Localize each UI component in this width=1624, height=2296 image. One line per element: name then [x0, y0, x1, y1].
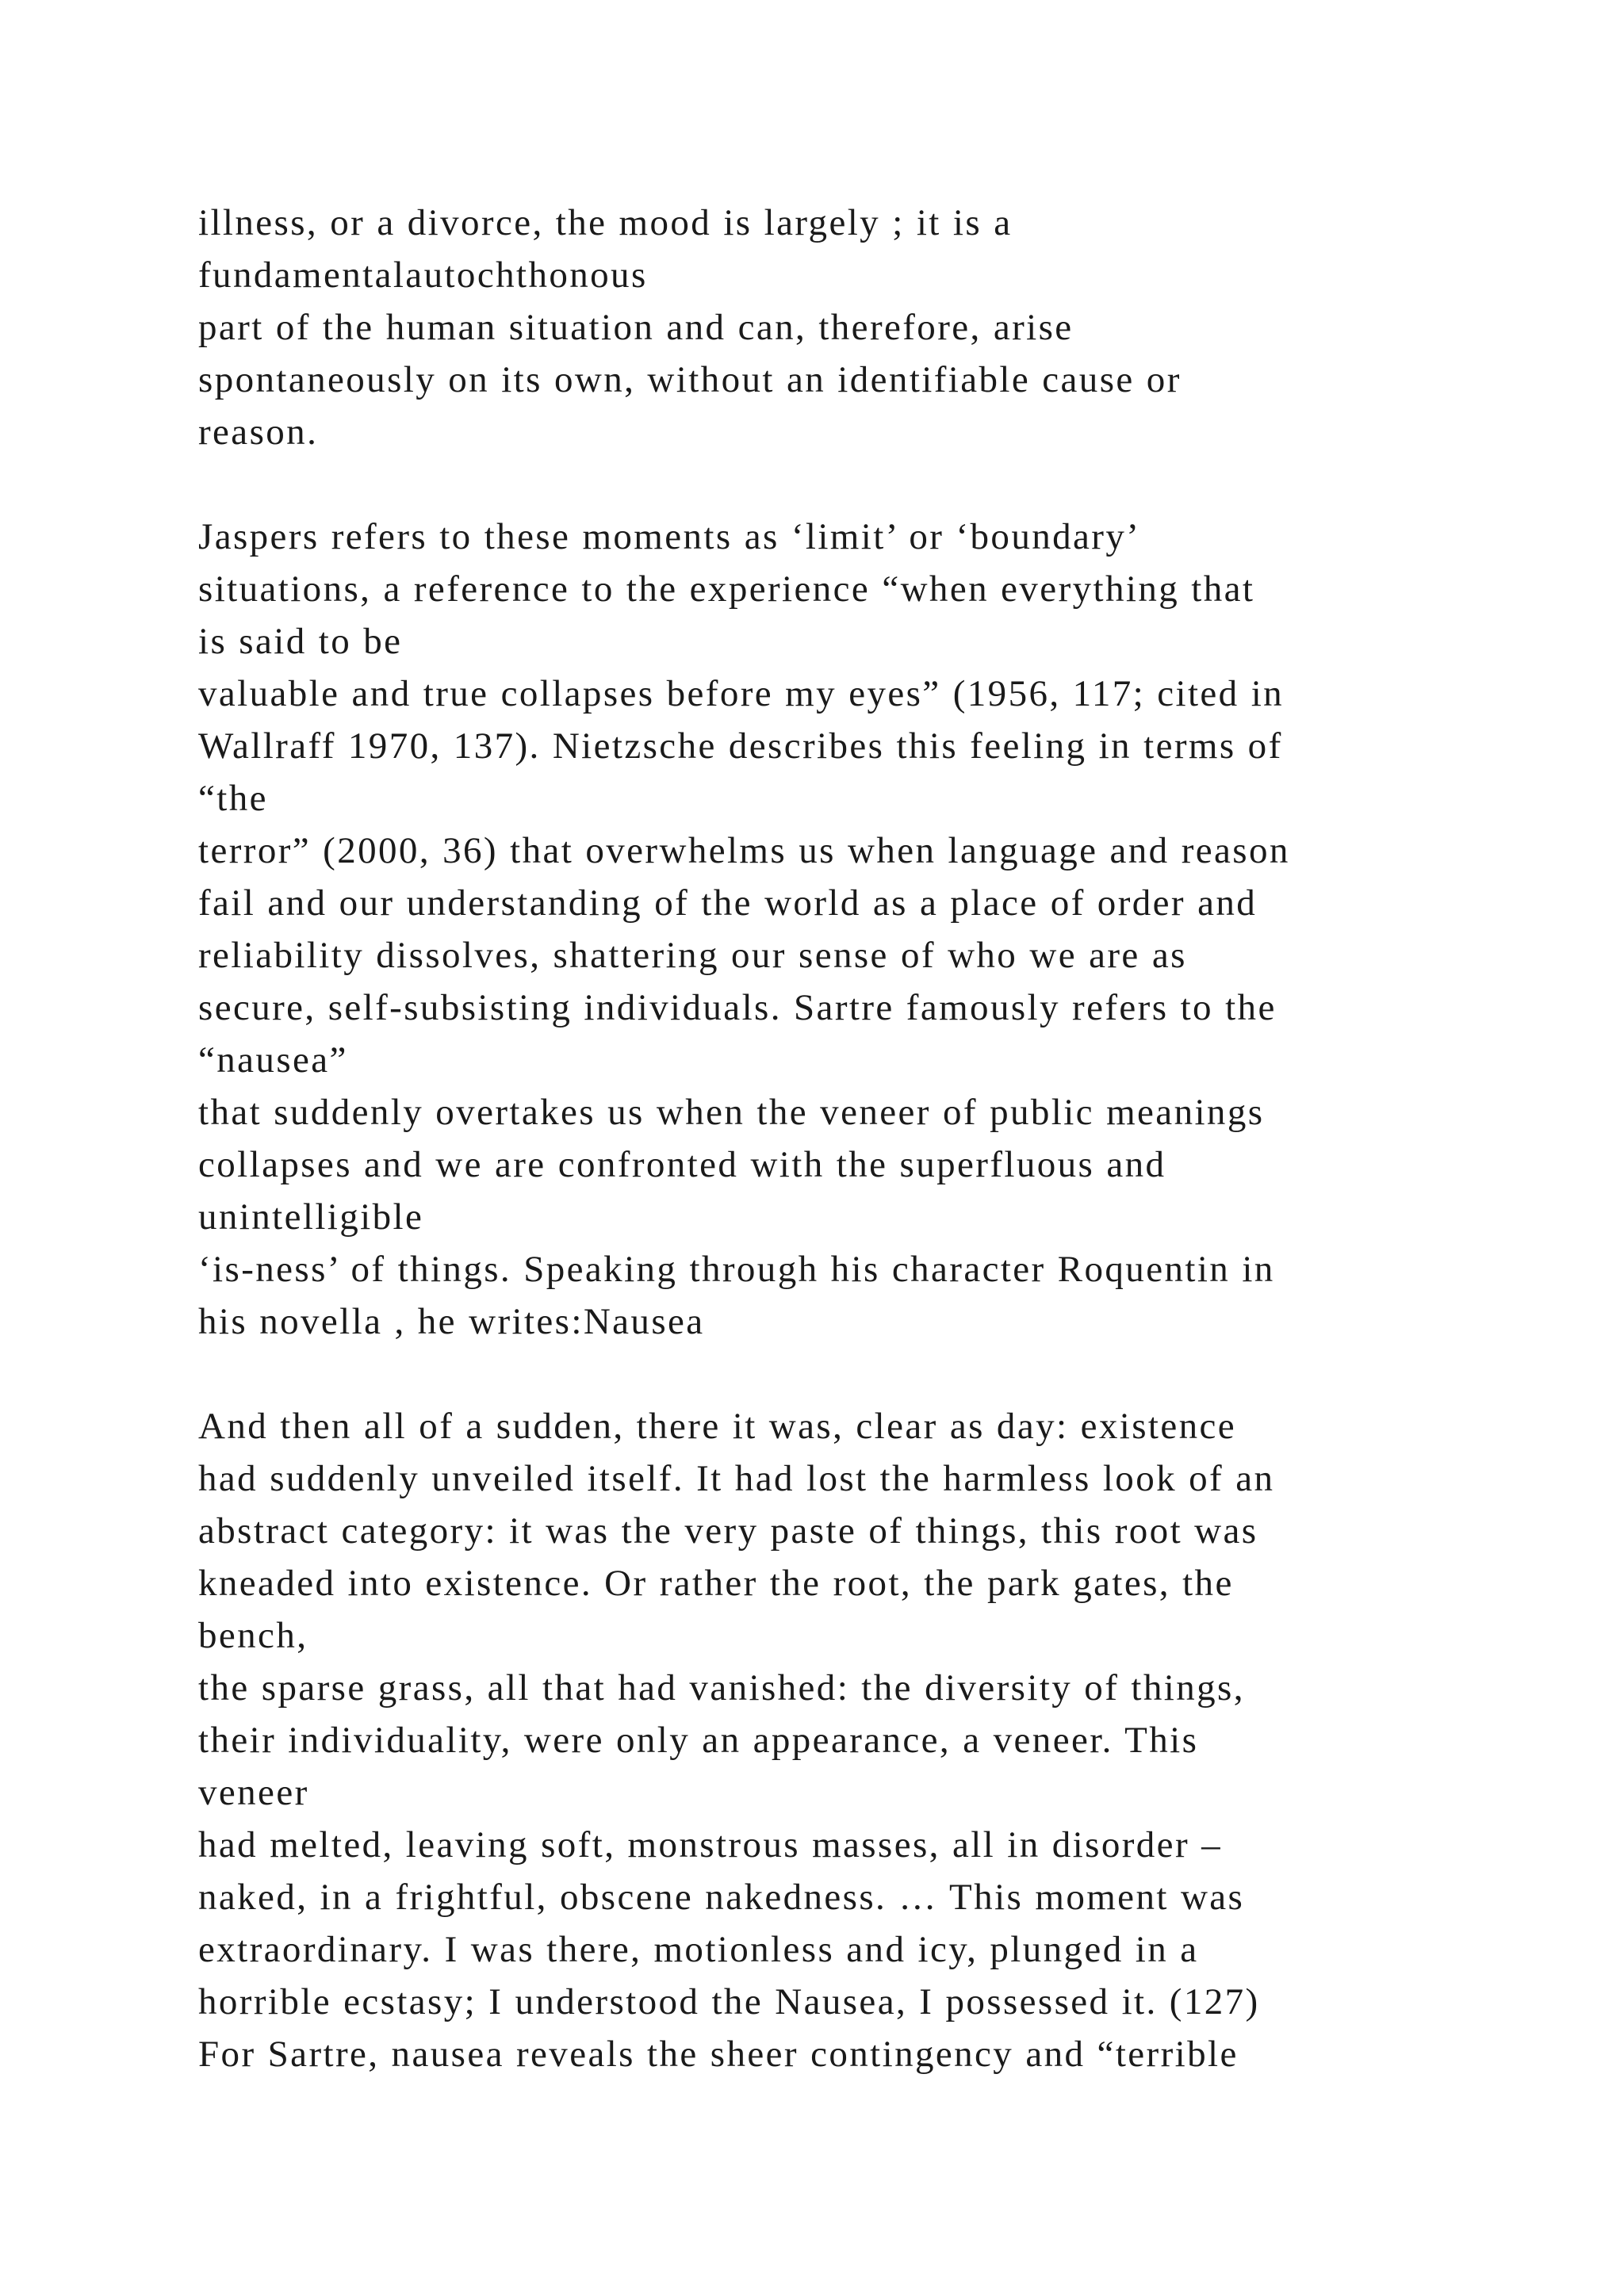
text-line: spontaneously on its own, without an identifiable cause or: [198, 359, 1182, 400]
paragraph-gap: [198, 1348, 1499, 1400]
text-line: had suddenly unveiled itself. It had lost the harmless look of an: [198, 1458, 1275, 1499]
text-line: illness, or a divorce, the mood is largely ; it is a: [198, 202, 1013, 243]
text-line: unintelligible: [198, 1196, 424, 1238]
text-line: had melted, leaving soft, monstrous masses, all in disorder –: [198, 1824, 1223, 1866]
text-line: abstract category: it was the very paste of things, this root was: [198, 1510, 1258, 1552]
text-line: “nausea”: [198, 1039, 348, 1081]
text-line: naked, in a frightful, obscene nakedness. … This moment was: [198, 1877, 1245, 1918]
text-line: Wallraff 1970, 137). Nietzsche describes this feeling in terms of: [198, 725, 1283, 767]
text-line: collapses and we are confronted with the superfluous and: [198, 1144, 1166, 1185]
text-line: horrible ecstasy; I understood the Nausea, I possessed it. (127): [198, 1981, 1260, 2022]
paragraph-1: [198, 197, 1499, 458]
text-line: situations, a reference to the experience “when everything that: [198, 568, 1255, 610]
text-line: extraordinary. I was there, motionless and icy, plunged in a: [198, 1929, 1199, 1970]
text-line: veneer: [198, 1772, 309, 1813]
text-line: that suddenly overtakes us when the veneer of public meanings: [198, 1092, 1265, 1133]
text-line: terror” (2000, 36) that overwhelms us when language and reason: [198, 830, 1290, 871]
text-line: is said to be: [198, 621, 403, 662]
text-line: his novella , he writes:Nausea: [198, 1301, 705, 1342]
text-line: ‘is-ness’ of things. Speaking through his character Roquentin in: [198, 1249, 1275, 1290]
text-line: For Sartre, nausea reveals the sheer contingency and “terrible: [198, 2034, 1239, 2075]
paragraph-gap: [198, 458, 1499, 511]
text-line: reliability dissolves, shattering our sense of who we are as: [198, 935, 1187, 976]
text-line: kneaded into existence. Or rather the root, the park gates, the: [198, 1563, 1234, 1604]
paragraph-3-block-quote: [198, 1400, 1499, 2080]
text-line: reason.: [198, 411, 319, 453]
document-body: [198, 197, 1499, 2080]
text-line: secure, self-subsisting individuals. Sartre famously refers to the: [198, 987, 1277, 1028]
text-line: Jaspers refers to these moments as ‘limit’ or ‘boundary’: [198, 516, 1141, 557]
text-line: “the: [198, 778, 268, 819]
text-line: fail and our understanding of the world as a place of order and: [198, 882, 1258, 924]
text-line: fundamentalautochthonous: [198, 254, 648, 296]
text-line: their individuality, were only an appearance, a veneer. This: [198, 1720, 1199, 1761]
text-line: And then all of a sudden, there it was, clear as day: existence: [198, 1406, 1237, 1447]
text-line: part of the human situation and can, therefore, arise: [198, 307, 1074, 348]
paragraph-2: [198, 511, 1499, 1348]
text-line: valuable and true collapses before my eyes” (1956, 117; cited in: [198, 673, 1285, 714]
text-line: the sparse grass, all that had vanished: the diversity of things,: [198, 1667, 1245, 1709]
text-line: bench,: [198, 1615, 308, 1656]
